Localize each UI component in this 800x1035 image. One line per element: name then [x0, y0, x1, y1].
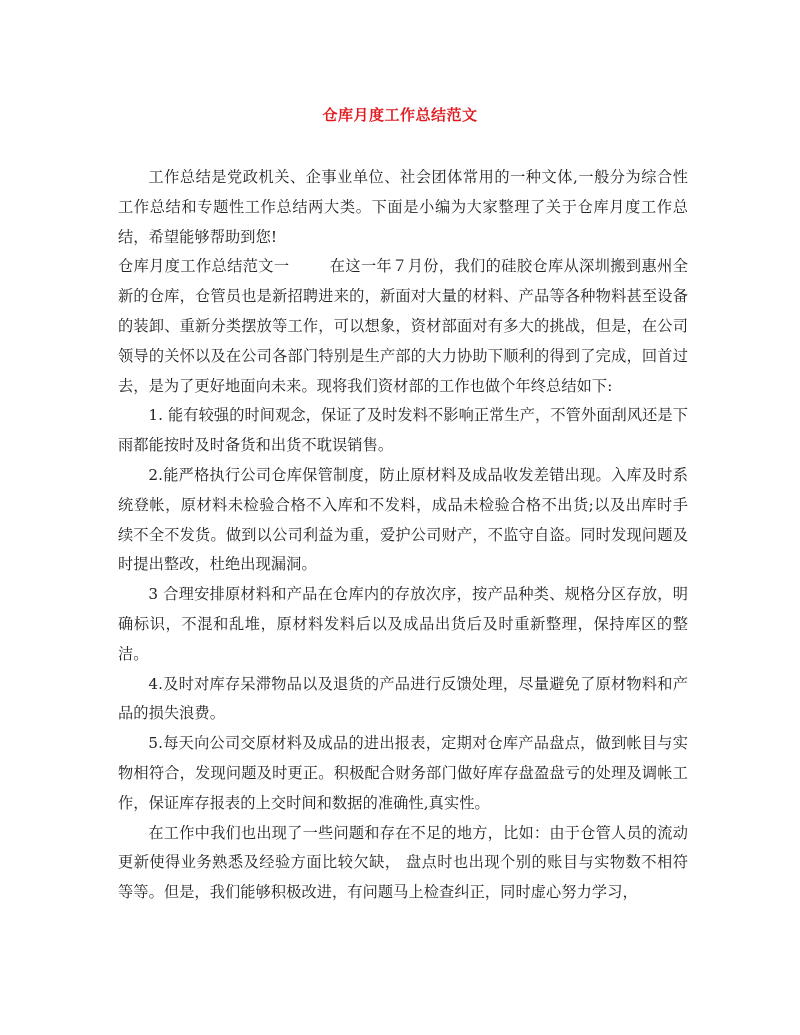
list-item: 2.能严格执行公司仓库保管制度，防止原材料及成品收发差错出现。入库及时系统登帐，原材料未检验合格不入库和不发料，成品未检验合格不出货;以及出库时手续不全不发货。做到以公司利益为重，爱护公司财产，不监守自盗。同时发现问题及时提出整改，杜绝出现漏洞。	[118, 465, 688, 574]
closing-paragraph: 在工作中我们也出现了一些问题和存在不足的地方，比如：由于仓管人员的流动更新使得业务熟悉及经验方面比较欠缺， 盘点时也出现个别的账目与实物数不相符等等。但是，我们能够积极改进，有问题马上检查纠正，同时虚心努力学习，	[118, 823, 688, 902]
list-item: 3 合理安排原材料和产品在仓库内的存放次序，按产品种类、规格分区存放，明确标识，不混和乱堆，原材料发料后以及成品出货后及时重新整理，保持库区的整洁。	[118, 585, 688, 663]
document-body	[118, 163, 688, 908]
document-title: 仓库月度工作总结范文	[322, 106, 478, 124]
intro-paragraph: 工作总结是党政机关、企事业单位、社会团体常用的一种文体,一般分为综合性工作总结和专题性工作总结两大类。下面是小编为大家整理了关于仓库月度工作总结，希望能够帮助到您!	[118, 168, 688, 246]
list-item: 4.及时对库存呆滞物品以及退货的产品进行反馈处理，尽量避免了原材物料和产品的损失浪费。	[118, 674, 688, 723]
section-paragraph	[118, 252, 688, 401]
section-lead: 在这一年７月份，我们的硅胶仓库从深圳搬到惠州全新的仓库，仓管员也是新招聘进来的，新面对大量的材料、产品等各种物料甚至设备的装卸、重新分类摆放等工作，可以想象，资材部面对有多大的挑战，但是，在公司领导的关怀以及在公司各部门特别是生产部的大力协助下顺利的得到了完成，回首过去，是为了更好地面向未来。现将我们资材部的工作也做个年终总结如下:	[118, 257, 688, 395]
section-heading: 仓库月度工作总结范文一	[118, 257, 290, 276]
list-item: 1. 能有较强的时间观念，保证了及时发料不影响正常生产，不管外面刮风还是下雨都能按时及时备货和出货不耽误销售。	[118, 406, 688, 455]
list-item: 5.每天向公司交原材料及成品的进出报表，定期对仓库产品盘点，做到帐目与实物相符合，发现问题及时更正。积极配合财务部门做好库存盘盈盘亏的处理及调帐工作，保证库存报表的上交时间和数据的准确性,真实性。	[118, 734, 688, 812]
